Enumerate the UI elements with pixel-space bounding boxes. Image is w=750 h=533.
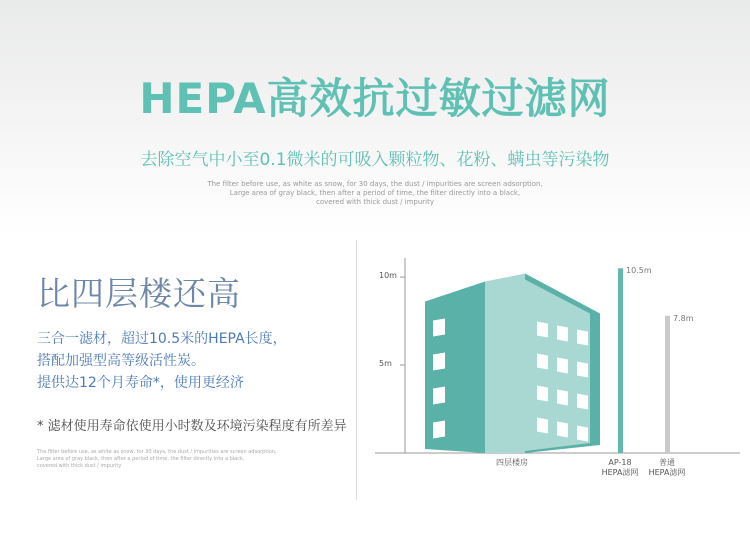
section-heading: 比四层楼还高 <box>37 274 241 313</box>
building-window <box>577 394 588 410</box>
normal-bar <box>665 316 670 453</box>
feature-line: 搭配加强型高等级活性炭。 <box>37 353 205 369</box>
building-window <box>433 421 445 439</box>
fineprint-line: covered with thick dust / impurity <box>37 463 122 469</box>
bar-value-label: 7.8m <box>673 313 694 323</box>
building-window <box>557 326 568 342</box>
chart-canvas <box>370 250 740 490</box>
page-subtitle: 去除空气中小至0.1微米的可吸入颗粒物、花粉、螨虫等污染物 <box>140 150 610 170</box>
fineprint-left <box>37 449 277 470</box>
building-window <box>577 362 588 378</box>
building-window <box>433 353 445 371</box>
building-window <box>537 386 548 402</box>
fineprint-line: Large area of gray black, then after a period of time, the filter directly into a black, <box>229 189 521 197</box>
divider <box>356 240 357 500</box>
building-window <box>433 387 445 405</box>
building-window <box>577 426 588 442</box>
fineprint-line: Large area of gray black, then after a period of time, the filter directly into a black, <box>37 456 245 462</box>
category-label: AP-18 HEPA滤网 <box>601 458 639 477</box>
building-window <box>557 390 568 406</box>
fineprint-line: The filter before use, as white as snow, for 30 days, the dust / impurities are screen adsorption, <box>37 449 277 455</box>
fineprint-line: The filter before use, as white as snow, for 30 days, the dust / impurities are screen adsorption, <box>207 180 543 188</box>
fineprint-top <box>0 180 750 207</box>
category-label: 普通 HEPA滤网 <box>648 458 686 477</box>
feature-line: 提供达12个月寿命*，使用更经济 <box>37 375 244 391</box>
feature-text <box>37 328 287 394</box>
height-comparison-chart <box>370 250 740 490</box>
fineprint-line: covered with thick dust / impurity <box>315 198 435 206</box>
building-window <box>537 322 548 338</box>
building-window <box>433 319 445 337</box>
building-window <box>537 418 548 434</box>
y-tick-label: 10m <box>379 271 397 281</box>
ap18-bar <box>618 268 623 453</box>
feature-line: 三合一滤材，超过10.5米的HEPA长度， <box>37 331 287 347</box>
y-tick-label: 5m <box>379 359 392 369</box>
building-window <box>557 422 568 438</box>
building-middle <box>485 274 525 453</box>
building-window <box>537 354 548 370</box>
footnote: * 滤材使用寿命依使用小时数及环境污染程度有所差异 <box>37 419 347 434</box>
bar-value-label: 10.5m <box>626 266 652 276</box>
hero-banner <box>0 0 750 235</box>
building-window <box>557 358 568 374</box>
page-title: HEPA高效抗过敏过滤网 <box>139 74 611 123</box>
category-label: 四层楼房 <box>496 458 528 467</box>
building-window <box>577 330 588 346</box>
